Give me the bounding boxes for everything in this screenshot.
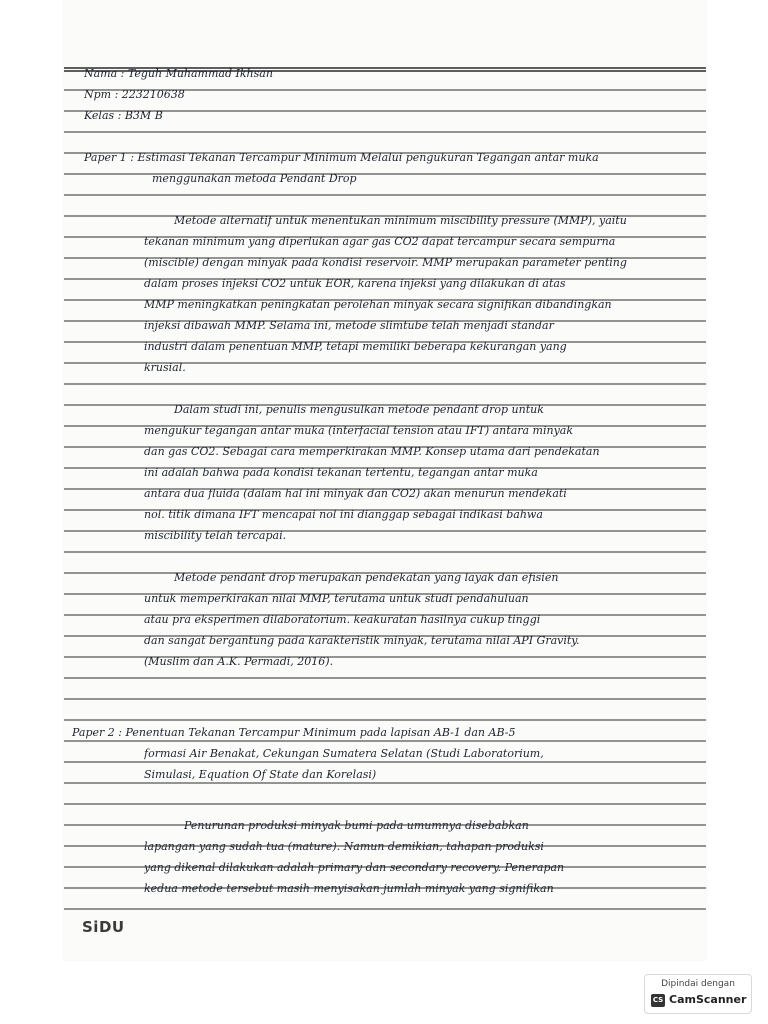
handwritten-line-text: lapangan yang sudah tua (mature). Namun demikian, tahapan produksi bbox=[144, 840, 544, 853]
handwritten-line-text: MMP meningkatkan peningkatan perolehan minyak secara signifikan dibandingkan bbox=[144, 298, 612, 311]
handwritten-line-text: formasi Air Benakat, Cekungan Sumatera Selatan (Studi Laboratorium, bbox=[144, 747, 544, 760]
handwritten-line bbox=[144, 857, 768, 879]
handwritten-line-text: mengukur tegangan antar muka (interfacial tension atau IFT) antara minyak bbox=[144, 424, 574, 437]
handwritten-line-text: tekanan minimum yang diperlukan agar gas CO2 dapat tercampur secara sempurna bbox=[144, 235, 616, 248]
handwritten-line-text: antara dua fluida (dalam hal ini minyak dan CO2) akan menurun mendekati bbox=[144, 487, 567, 500]
handwritten-line-text: Metode pendant drop merupakan pendekatan yang layak dan efisien bbox=[174, 571, 559, 584]
handwritten-line bbox=[174, 210, 768, 232]
handwritten-line-text: industri dalam penentuan MMP, tetapi memiliki beberapa kekurangan yang bbox=[144, 340, 567, 353]
handwritten-line bbox=[144, 651, 768, 673]
paper-brand-logo: SiDU bbox=[82, 918, 125, 936]
handwritten-line-text: untuk memperkirakan nilai MMP, terutama untuk studi pendahuluan bbox=[144, 592, 529, 605]
handwritten-line bbox=[84, 63, 726, 85]
handwritten-line bbox=[144, 273, 768, 295]
handwritten-line bbox=[144, 878, 768, 900]
handwritten-line bbox=[144, 504, 768, 526]
handwritten-line-text: Metode alternatif untuk menentukan minimum miscibility pressure (MMP), yaitu bbox=[174, 214, 627, 227]
handwritten-line-text: miscibility telah tercapai. bbox=[144, 529, 287, 542]
handwritten-line bbox=[184, 815, 768, 837]
handwritten-line bbox=[144, 252, 768, 274]
handwritten-line bbox=[84, 84, 726, 106]
handwritten-line-text: Paper 2 : Penentuan Tekanan Tercampur Minimum pada lapisan AB-1 dan AB-5 bbox=[72, 726, 516, 739]
handwritten-line bbox=[144, 315, 768, 337]
handwritten-line-text: Kelas : B3M B bbox=[84, 109, 163, 122]
handwritten-line bbox=[84, 105, 726, 127]
handwritten-line bbox=[144, 764, 768, 786]
handwritten-line bbox=[144, 588, 768, 610]
handwritten-line bbox=[144, 336, 768, 358]
handwritten-line bbox=[144, 483, 768, 505]
handwritten-line-text: dan gas CO2. Sebagai cara memperkirakan MMP. Konsep utama dari pendekatan bbox=[144, 445, 600, 458]
handwritten-line-text: yang dikenal dilakukan adalah primary dan secondary recovery. Penerapan bbox=[144, 861, 565, 874]
handwritten-line-text: Nama : Teguh Muhammad Ikhsan bbox=[84, 67, 273, 80]
handwritten-line-text: (Muslim dan A.K. Permadi, 2016). bbox=[144, 655, 334, 668]
handwritten-line bbox=[72, 722, 714, 744]
scanned-with-label: Dipindai dengan bbox=[661, 979, 735, 989]
handwritten-line bbox=[144, 462, 768, 484]
handwritten-line-text: nol. titik dimana IFT mencapai nol ini dianggap sebagai indikasi bahwa bbox=[144, 508, 543, 521]
handwritten-line bbox=[144, 836, 768, 858]
handwritten-line bbox=[144, 630, 768, 652]
handwritten-line bbox=[174, 399, 768, 421]
handwritten-line bbox=[144, 609, 768, 631]
handwritten-line bbox=[144, 231, 768, 253]
handwritten-line bbox=[144, 525, 768, 547]
handwritten-line bbox=[174, 567, 768, 589]
handwritten-line-text: ini adalah bahwa pada kondisi tekanan tertentu, tegangan antar muka bbox=[144, 466, 538, 479]
handwritten-line bbox=[144, 441, 768, 463]
handwritten-line bbox=[144, 357, 768, 379]
camscanner-name: CamScanner bbox=[669, 993, 747, 1006]
handwritten-line-text: kedua metode tersebut masih menyisakan jumlah minyak yang signifikan bbox=[144, 882, 554, 895]
notebook-page bbox=[64, 0, 706, 960]
camscanner-watermark bbox=[644, 974, 752, 1014]
handwritten-line-text: Dalam studi ini, penulis mengusulkan metode pendant drop untuk bbox=[174, 403, 544, 416]
handwritten-line-text: Paper 1 : Estimasi Tekanan Tercampur Minimum Melalui pengukuran Tegangan antar muka bbox=[84, 151, 599, 164]
handwritten-line-text: menggunakan metoda Pendant Drop bbox=[152, 172, 357, 185]
handwritten-line bbox=[144, 743, 768, 765]
handwritten-line-text: krusial. bbox=[144, 361, 186, 374]
handwritten-line bbox=[152, 168, 768, 190]
handwritten-line-text: atau pra eksperimen dilaboratorium. keakuratan hasilnya cukup tinggi bbox=[144, 613, 541, 626]
handwritten-line-text: (miscible) dengan minyak pada kondisi reservoir. MMP merupakan parameter penting bbox=[144, 256, 627, 269]
handwritten-line-text: Npm : 223210638 bbox=[84, 88, 185, 101]
handwritten-line-text: dan sangat bergantung pada karakteristik minyak, terutama nilai API Gravity. bbox=[144, 634, 580, 647]
handwritten-line bbox=[144, 420, 768, 442]
handwritten-line-text: dalam proses injeksi CO2 untuk EOR, karena injeksi yang dilakukan di atas bbox=[144, 277, 566, 290]
handwritten-line bbox=[84, 147, 726, 169]
camscanner-icon: CS bbox=[651, 994, 665, 1007]
handwritten-line-text: Simulasi, Equation Of State dan Korelasi) bbox=[144, 768, 377, 781]
handwritten-line-text: Penurunan produksi minyak bumi pada umumnya disebabkan bbox=[184, 819, 529, 832]
handwritten-line-text: injeksi dibawah MMP. Selama ini, metode slimtube telah menjadi standar bbox=[144, 319, 554, 332]
handwritten-line bbox=[144, 294, 768, 316]
